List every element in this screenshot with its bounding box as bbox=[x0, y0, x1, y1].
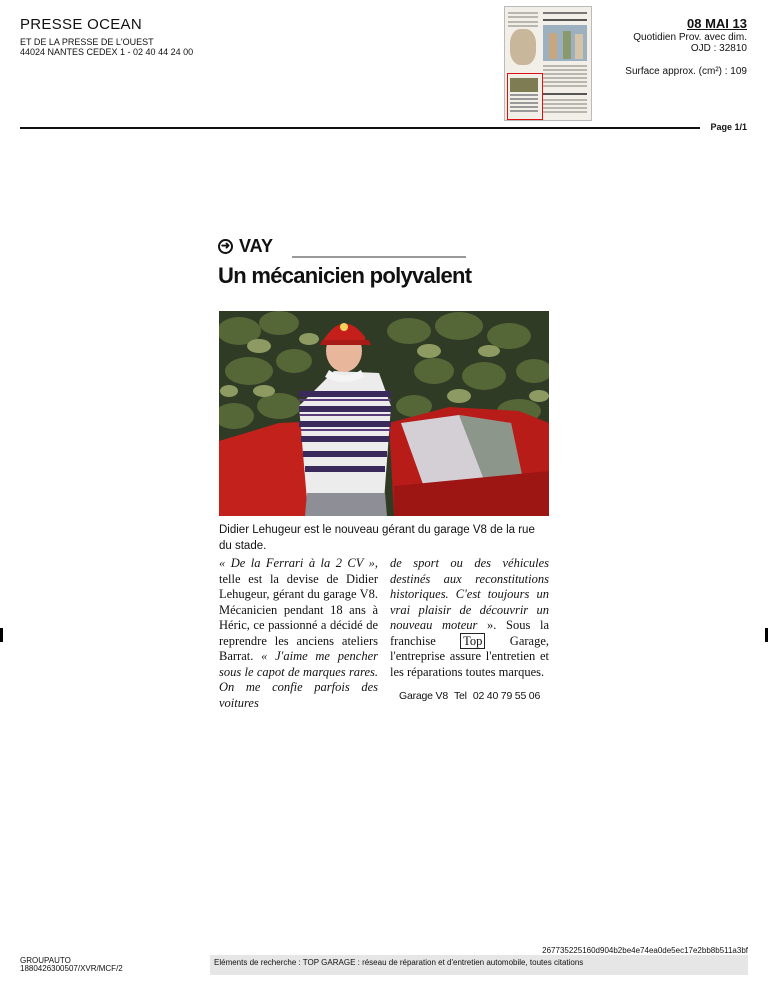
surface-area: Surface approx. (cm²) : 109 bbox=[625, 66, 747, 77]
column2-text-b: Garage, l'entreprise assure l'entretien et les réparations toutes marques. bbox=[390, 633, 549, 679]
publication-date: 08 MAI 13 bbox=[687, 16, 747, 31]
publication-address: 44024 NANTES CEDEX 1 - 02 40 44 24 00 bbox=[20, 47, 194, 57]
client-code: GROUPAUTO bbox=[20, 956, 71, 965]
quote-devise: « De la Ferrari à la 2 CV » bbox=[219, 556, 375, 570]
article-headline: Un mécanicien polyvalent bbox=[218, 263, 472, 288]
quote-owner: « J'aime me pencher sous le capot de marques rares. On me confie parfois des voitures bbox=[219, 649, 379, 710]
search-elements-bar: Eléments de recherche : TOP GARAGE : réseau de réparation et d'entretien automobile, toutes citations bbox=[210, 955, 748, 975]
page-thumbnail[interactable] bbox=[504, 6, 592, 121]
kicker-label: VAY bbox=[239, 236, 274, 256]
article-column-1 bbox=[219, 556, 378, 711]
article-column-2 bbox=[390, 556, 549, 680]
column1-text: , telle est la devise de Didier Lehugeur, gérant du garage V8. Mécanicien pendant 18 ans à Héric, ce passionné a décidé de reprendre les anciens ateliers Barrat. bbox=[219, 556, 378, 663]
phone-number: 02 40 79 55 06 bbox=[472, 690, 541, 702]
column2-text-a: ». Sous la franchise bbox=[390, 618, 549, 648]
publication-title: PRESSE OCEAN bbox=[20, 16, 142, 33]
kicker-rule bbox=[292, 256, 466, 258]
publication-frequency: Quotidien Prov. avec dim. bbox=[633, 32, 747, 43]
left-margin-mark bbox=[0, 628, 3, 642]
ojd-circulation: OJD : 32810 bbox=[690, 43, 747, 54]
search-term-highlight: Top bbox=[460, 633, 485, 649]
publication-subtitle: ET DE LA PRESSE DE L'OUEST bbox=[20, 37, 154, 47]
mechanic-photo-illustration bbox=[219, 311, 549, 516]
article-location-highlight bbox=[507, 73, 543, 120]
arrow-circle-icon: ➜ bbox=[218, 239, 233, 254]
quote-owner-continued: de sport ou des véhicules destinés aux reconstitutions historiques. C'est toujours un vrai plaisir de découvrir un nouveau moteur bbox=[390, 556, 549, 632]
photo-caption: Didier Lehugeur est le nouveau gérant du garage V8 de la rue du stade. bbox=[219, 524, 535, 552]
garage-name: Garage V8 bbox=[399, 690, 448, 702]
tel-label: Tel bbox=[453, 690, 467, 702]
reference-code: 1880426300507/XVR/MCF/2 bbox=[20, 964, 123, 973]
page-number: Page 1/1 bbox=[710, 122, 747, 132]
contact-info bbox=[399, 690, 546, 702]
document-hash: 267735225160d904b2be4e74ea0de5ec17e2bb8b511a3bf bbox=[542, 946, 748, 955]
article-photo bbox=[219, 311, 549, 516]
article-kicker bbox=[218, 236, 273, 257]
header-divider bbox=[20, 127, 700, 129]
